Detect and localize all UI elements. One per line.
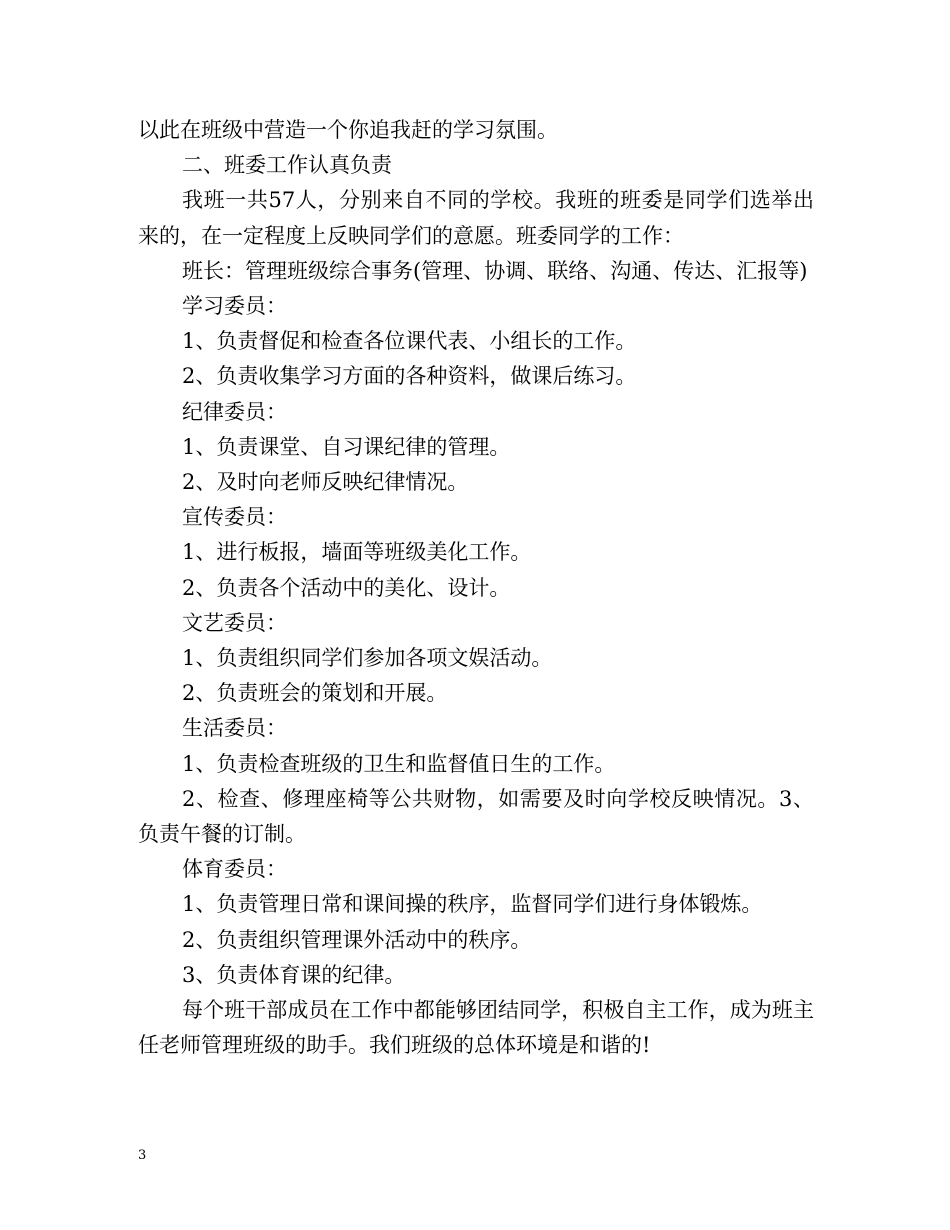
list-item: 2、负责各个活动中的美化、设计。 xyxy=(182,575,511,600)
list-item: 1、负责课堂、自习课纪律的管理。 xyxy=(182,434,511,459)
list-item: 2、检查、修理座椅等公共财物，如需要及时向学校反映情况。3、负责午餐的订制。 xyxy=(138,786,814,847)
list-item: 1、进行板报，墙面等班级美化工作。 xyxy=(182,540,532,565)
document-body xyxy=(138,113,814,1063)
paragraph: 我班一共57人，分别来自不同的学校。我班的班委是同学们选举出来的，在一定程度上反映同学们的意愿。班委同学的工作： xyxy=(138,188,814,248)
role-heading: 宣传委员： xyxy=(182,505,287,530)
list-item: 1、负责管理日常和课间操的秩序，监督同学们进行身体锻炼。 xyxy=(182,892,763,917)
list-item: 1、负责督促和检查各位课代表、小组长的工作。 xyxy=(182,329,637,354)
paragraph: 每个班干部成员在工作中都能够团结同学，积极自主工作，成为班主任老师管理班级的助手。我们班级的总体环境是和谐的! xyxy=(138,998,814,1058)
paragraph: 以此在班级中营造一个你追我赶的学习氛围。 xyxy=(138,118,558,142)
page-number: 3 xyxy=(138,1148,147,1163)
list-item: 1、负责检查班级的卫生和监督值日生的工作。 xyxy=(182,751,616,776)
role-heading: 学习委员： xyxy=(182,294,287,319)
list-item: 2、及时向老师反映纪律情况。 xyxy=(182,470,469,495)
role-heading: 文艺委员： xyxy=(182,610,287,635)
list-item: 3、负责体育课的纪律。 xyxy=(182,962,406,987)
role-heading: 生活委员： xyxy=(182,716,287,741)
list-item: 1、负责组织同学们参加各项文娱活动。 xyxy=(182,646,553,671)
role-heading: 体育委员： xyxy=(182,857,287,882)
paragraph: 班长：管理班级综合事务(管理、协调、联络、沟通、传达、汇报等) xyxy=(182,258,808,283)
list-item: 2、负责组织管理课外活动中的秩序。 xyxy=(182,927,532,952)
list-item: 2、负责收集学习方面的各种资料，做课后练习。 xyxy=(182,364,637,389)
section-heading: 二、班委工作认真负责 xyxy=(182,153,392,178)
list-item: 2、负责班会的策划和开展。 xyxy=(182,681,448,706)
role-heading: 纪律委员： xyxy=(182,399,287,424)
